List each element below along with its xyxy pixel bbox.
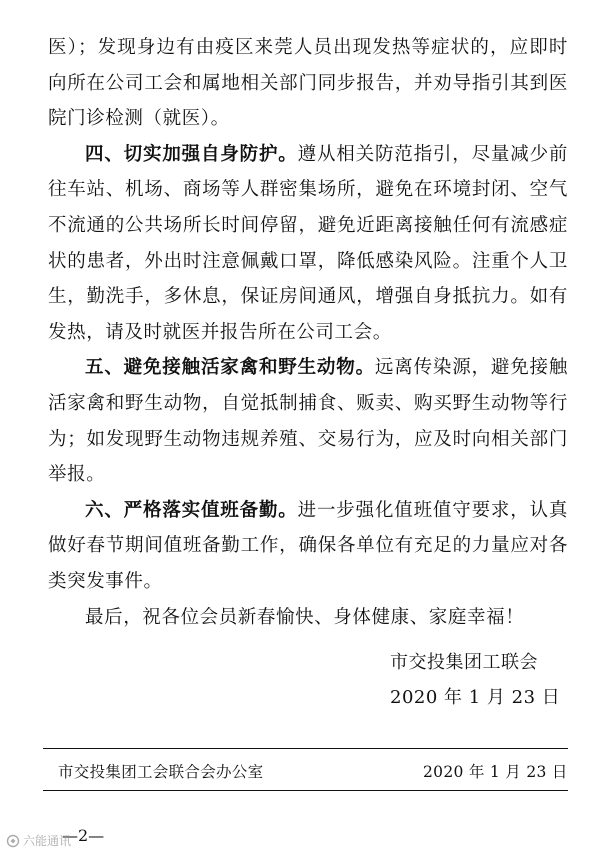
paragraph-avoid-poultry xyxy=(48,350,568,492)
paragraph-duty-shifts xyxy=(48,493,568,600)
paragraph-self-protection xyxy=(48,137,568,351)
footer-date: 2020 年 1 月 23 日 xyxy=(423,763,568,781)
paragraph-text: 最后，祝各位会员新春愉快、身体健康、家庭幸福！ xyxy=(85,606,525,628)
watermark-text: 六能通讯 xyxy=(23,834,72,848)
watermark xyxy=(6,832,71,849)
paragraph-text: 医）；发现身边有由疫区来莞人员出现发热等症状的，应即时向所在公司工会和属地相关部门同步报告，并劝导指引其到医院门诊检测（就医）。 xyxy=(48,37,568,130)
footer-issuer: 市交投集团工会联合会办公室 xyxy=(58,763,264,781)
paragraph-greeting xyxy=(48,600,568,636)
footer-top-rule xyxy=(43,748,568,749)
signature-organization: 市交投集团工联会 xyxy=(390,652,538,673)
watermark-logo-icon xyxy=(6,834,20,848)
paragraph-text: 进一步强化值班值守要求，认真做好春节期间值班备勤工作，确保各单位有充足的力量应对各类突发事件。 xyxy=(48,499,568,592)
paragraph-text: 远离传染源，避免接触活家禽和野生动物，自觉抵制捕食、贩卖、购买野生动物等行为；如发现野生动物违规养殖、交易行为，应及时向相关部门举报。 xyxy=(48,357,568,486)
section-heading: 四、切实加强自身防护。 xyxy=(85,143,298,165)
footer-bottom-rule xyxy=(43,790,568,791)
paragraph-continuation xyxy=(48,30,568,137)
section-heading: 五、避免接触活家禽和野生动物。 xyxy=(85,357,375,379)
signature-date: 2020 年 1 月 23 日 xyxy=(390,687,561,708)
document-body xyxy=(48,30,568,635)
section-heading: 六、严格落实值班备勤。 xyxy=(85,499,298,521)
paragraph-text: 遵从相关防范指引，尽量减少前往车站、机场、商场等人群密集场所，避免在环境封闭、空气不流通的公共场所长时间停留，避免近距离接触任何有流感症状的患者，外出时注意佩戴口罩，降低感染风险。注重个人卫生，勤洗手，多休息，保证房间通风，增强自身抵抗力。如有发热，请及时就医并报告所在公司工会。 xyxy=(48,143,568,343)
page-number: —2— xyxy=(62,826,105,845)
